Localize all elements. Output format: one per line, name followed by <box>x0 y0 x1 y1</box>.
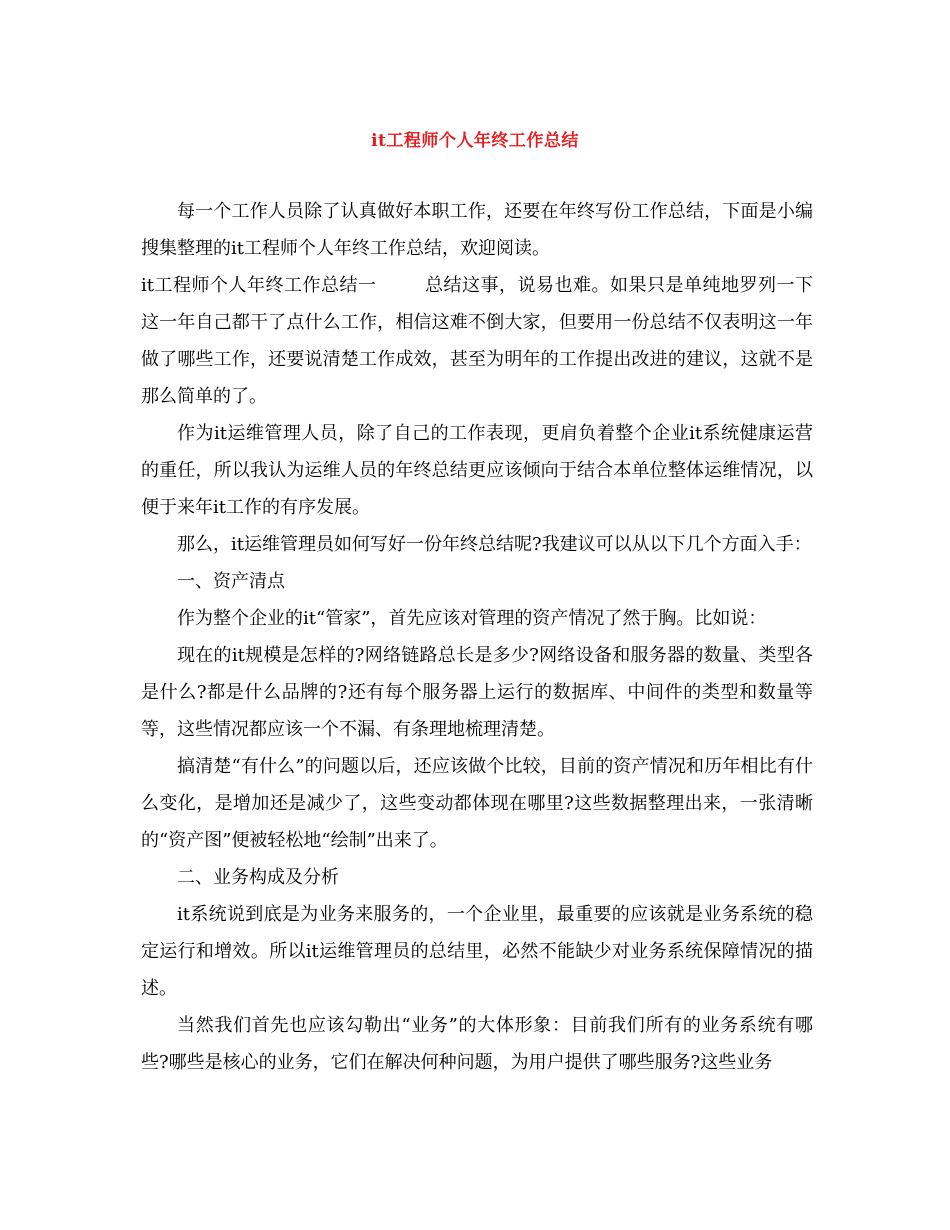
paragraph: 作为it运维管理人员，除了自己的工作表现，更肩负着整个企业it系统健康运营的重任，所以我认为运维人员的年终总结更应该倾向于结合本单位整体运维情况，以便于来年it工作的有序发展。 <box>141 423 813 518</box>
paragraph: 作为整个企业的it“管家”，首先应该对管理的资产情况了然于胸。比如说： <box>177 608 767 629</box>
paragraph-section-one <box>141 267 813 415</box>
paragraph: 那么，it运维管理员如何写好一份年终总结呢?我建议可以从以下几个方面入手： <box>177 534 812 555</box>
section-heading: it工程师个人年终工作总结一 <box>141 275 377 296</box>
paragraph-text: 总结这事，说易也难。如果只是单纯地罗列一下这一年自己都干了点什么工作，相信这难不倒大家，但要用一份总结不仅表明这一年做了哪些工作，还要说清楚工作成效，甚至为明年的工作提出改进的建议，这就不是那么简单的了。 <box>141 275 813 407</box>
paragraph-intro: 每一个工作人员除了认真做好本职工作，还要在年终写份工作总结，下面是小编搜集整理的it工程师个人年终工作总结，欢迎阅读。 <box>141 201 813 259</box>
paragraph: 搞清楚“有什么”的问题以后，还应该做个比较，目前的资产情况和历年相比有什么变化，是增加还是减少了，这些变动都体现在哪里?这些数据整理出来，一张清晰的“资产图”便被轻松地“绘制”出来了。 <box>141 756 813 851</box>
subheading-asset-inventory: 一、资产清点 <box>177 571 285 592</box>
paragraph: 现在的it规模是怎样的?网络链路总长是多少?网络设备和服务器的数量、类型各是什么?都是什么品牌的?还有每个服务器上运行的数据库、中间件的类型和数量等等，这些情况都应该一个不漏、有条理地梳理清楚。 <box>141 645 813 740</box>
document-title: it工程师个人年终工作总结 <box>371 131 579 151</box>
paragraph: it系统说到底是为业务来服务的，一个企业里，最重要的应该就是业务系统的稳定运行和增效。所以it运维管理员的总结里，必然不能缺少对业务系统保障情况的描述。 <box>141 904 813 999</box>
document-body <box>141 193 813 1081</box>
subheading-business-analysis: 二、业务构成及分析 <box>177 867 339 888</box>
paragraph: 当然我们首先也应该勾勒出“业务”的大体形象：目前我们所有的业务系统有哪些?哪些是核心的业务，它们在解决何种问题，为用户提供了哪些服务?这些业务 <box>141 1015 813 1073</box>
